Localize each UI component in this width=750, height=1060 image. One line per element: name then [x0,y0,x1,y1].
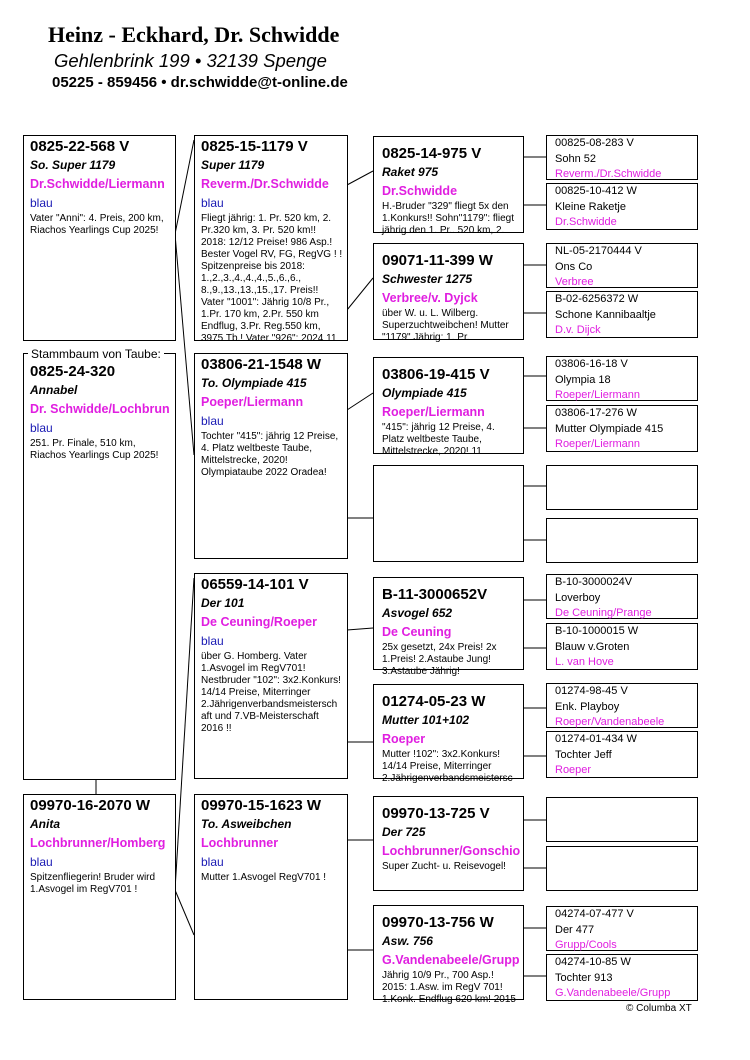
fm-notes: Tochter "415": jährig 12 Preise, 4. Platz weltbeste Taube, Mittelstrecke, 2020! Olympiataube 2022 Oradea! [201,431,339,478]
mother-card[interactable] [23,794,176,1000]
mmm-notes: Jährig 10/9 Pr., 700 Asp.! 2015: 1.Asw. im RegV 701! 1.Konk. Endflug 620 km! 2015 [382,970,516,1005]
ffm-notes: über W. u. L. Wilberg. Superzuchtweibchen! Mutter "1179" Jährig: 1. Pr. [382,308,509,343]
mff-ring: B-11-3000652V [382,586,488,603]
breeder-address: Gehlenbrink 199 • 32139 Spenge [54,50,327,71]
g16-name: Tochter 913 [555,971,613,984]
gen3-card-2[interactable] [373,243,524,343]
g10-ring: B-10-1000015 W [555,625,639,637]
fm-ring: 03806-21-1548 W [201,356,322,373]
father-notes: Vater "Anni": 4. Preis, 200 km, Riachos Yearlings Cup 2025! [30,213,164,236]
mf-name: Der 101 [201,596,245,610]
g6-ring: 03806-17-276 W [555,407,637,419]
g5-breeder: Roeper/Liermann [555,389,640,401]
mm-ring: 09970-15-1623 W [201,797,322,814]
fm-breeder: Poeper/Liermann [201,395,304,409]
fm-color: blau [201,414,224,428]
ffm-name: Schwester 1275 [382,272,473,286]
grandmother-paternal-card[interactable] [194,353,348,559]
gen3-card-1[interactable] [373,136,524,236]
mff-name: Asvogel 652 [382,606,453,620]
mmf-breeder: Lochbrunner/Gonschio [382,844,521,858]
mmf-notes: Super Zucht- u. Reisevogel! [382,861,506,872]
ff-ring: 0825-15-1179 V [201,138,308,155]
g11-name: Enk. Playboy [555,700,620,713]
subject-notes: 251. Pr. Finale, 510 km, Riachos Yearlings Cup 2025! [30,438,159,461]
mfm-notes: Mutter !102": 3x2.Konkurs! 14/14 Preise, Miterringer 2.Jährigenverbandsmeistersc [382,749,513,784]
breeder-contact: 05225 - 859456 • dr.schwidde@t-online.de [52,74,348,91]
mm-notes: Mutter 1.Asvogel RegV701 ! [201,872,327,883]
ff-color: blau [201,196,224,210]
mother-color: blau [30,855,53,869]
g2-name: Kleine Raketje [555,200,626,213]
g5-name: Olympia 18 [555,373,611,386]
subject-name: Annabel [30,383,78,397]
g1-ring: 00825-08-283 V [555,137,634,149]
father-ring: 0825-22-568 V [30,138,130,155]
g6-breeder: Roeper/Liermann [555,438,640,450]
g9-breeder: De Ceuning/Prange [555,607,652,619]
gen4-card-13-empty[interactable] [546,797,698,842]
mother-breeder: Lochbrunner/Homberg [30,836,166,850]
g2-ring: 00825-10-412 W [555,185,637,197]
gen4-card-16[interactable] [546,954,698,1001]
mmm-ring: 09970-13-756 W [382,914,494,931]
fff-ring: 0825-14-975 V [382,145,482,162]
fff-breeder: Dr.Schwidde [382,184,458,198]
grandfather-paternal-card[interactable] [194,135,348,344]
g1-breeder: Reverm./Dr.Schwidde [555,168,662,180]
mother-notes: Spitzenfliegerin! Bruder wird 1.Asvogel im RegV701 ! [30,872,156,895]
g9-ring: B-10-3000024V [555,576,633,588]
fmf-name: Olympiade 415 [382,386,467,400]
ffm-ring: 09071-11-399 W [382,252,493,269]
g4-name: Schone Kannibaaltje [555,308,656,321]
mfm-breeder: Roeper [382,732,426,746]
gen4-card-5[interactable] [546,356,698,401]
g16-breeder: G.Vandenabeele/Grupp [555,987,671,999]
fff-name: Raket 975 [382,165,439,179]
mf-ring: 06559-14-101 V [201,576,309,593]
mmm-breeder: G.Vandenabeele/Grupp [382,953,520,967]
grandmother-maternal-card[interactable] [194,794,348,1000]
father-color: blau [30,196,53,210]
fmf-notes: "415": jährig 12 Preise, 4. Platz weltbeste Taube, Mittelstrecke, 2020! 11 [382,422,495,457]
gen4-card-4[interactable] [546,291,698,338]
father-name: So. Super 1179 [30,158,116,172]
g12-name: Tochter Jeff [555,748,612,761]
g11-ring: 01274-98-45 V [555,685,628,697]
g10-breeder: L. van Hove [555,656,614,668]
gen3-card-6[interactable] [373,684,524,784]
gen4-card-7-empty[interactable] [546,465,698,510]
mf-breeder: De Ceuning/Roeper [201,615,317,629]
mmm-name: Asw. 756 [382,934,433,948]
mf-notes: über G. Homberg. Vater 1.Asvogel im RegV701! Nestbruder "102": 3x2.Konkurs! 14/14 Preise, Miterringer 2.Jährigenverbandsmeistersch aft und 7.VB-Meisterschaft 2016 !! [201,651,341,734]
mmf-ring: 09970-13-725 V [382,805,490,822]
breeder-name: Heinz - Eckhard, Dr. Schwidde [48,22,340,47]
subject-card[interactable] [23,353,176,780]
gen4-card-3[interactable] [546,243,698,288]
fff-notes: H.-Bruder "329" fliegt 5x den 1.Konkurs!! Sohn"1179": fliegt jährig den 1. Pr.. 520 km, 2. [382,201,514,236]
fm-name: To. Olympiade 415 [201,376,307,390]
mother-ring: 09970-16-2070 W [30,797,151,814]
ff-notes: Fliegt jährig: 1. Pr. 520 km, 2. Pr.320 km, 3. Pr. 520 km!! 2018: 12/12 Preise! 986 Asp.! Bester Vogel RV, FG, RegVG ! ! Spitzenpreise bis 2018: 1.,2.,3.,4.,4.,4.,5.,6.,6., 8.,9.,13.,13.,15.,17. Preis!! Vater "1001": Jährig 10/8 Pr., 1.Pr. 170 km, 2.Pr. 550 km Endflug, 3.Pr. Reg.550 km, 3975 Tb.! Vater "926": 2024 11 [201,213,343,344]
pedigree-legend: Stammbaum von Taube: [28,347,164,361]
grandfather-maternal-card[interactable] [194,573,348,779]
g4-ring: B-02-6256372 W [555,293,639,305]
gen3-card-5[interactable] [373,577,524,677]
father-breeder: Dr.Schwidde/Liermann [30,177,165,191]
mfm-name: Mutter 101+102 [382,713,470,727]
gen3-card-7[interactable] [373,796,524,891]
ff-breeder: Reverm./Dr.Schwidde [201,177,329,191]
mm-name: To. Asweibchen [201,817,292,831]
mother-name: Anita [30,817,60,831]
subject-color: blau [30,421,53,435]
gen4-card-6[interactable] [546,405,698,452]
gen3-card-3[interactable] [373,357,524,457]
fmf-breeder: Roeper/Liermann [382,405,485,419]
mfm-ring: 01274-05-23 W [382,693,486,710]
g15-name: Der 477 [555,923,595,936]
father-card[interactable] [23,135,176,341]
g12-ring: 01274-01-434 W [555,733,637,745]
copyright: © Columba XT [626,1003,692,1014]
gen4-card-8-empty[interactable] [546,518,698,563]
gen4-card-11[interactable] [546,683,698,728]
g2-breeder: Dr.Schwidde [555,216,617,228]
gen4-card-9[interactable] [546,574,698,619]
gen4-card-14-empty[interactable] [546,846,698,891]
gen4-card-15[interactable] [546,906,698,951]
subject-ring: 0825-24-320 [30,363,116,380]
ffm-breeder: Verbree/v. Dyjck [382,291,478,305]
ff-name: Super 1179 [201,158,265,172]
gen3-card-4-empty[interactable] [373,465,524,562]
g12-breeder: Roeper [555,764,592,776]
mmf-name: Der 725 [382,825,426,839]
g11-breeder: Roeper/Vandenabeele [555,716,665,728]
gen4-card-12[interactable] [546,731,698,778]
gen3-card-8[interactable] [373,905,524,1005]
g3-ring: NL-05-2170444 V [555,245,642,257]
g6-name: Mutter Olympiade 415 [555,422,664,435]
mff-notes: 25x gesetzt, 24x Preis! 2x 1.Preis! 2.Astaube Jung! 3.Astaube Jährig! [382,642,497,677]
g15-breeder: Grupp/Cools [555,939,617,951]
gen4-card-1[interactable] [546,135,698,180]
mm-breeder: Lochbrunner [201,836,279,850]
g3-name: Ons Co [555,260,593,273]
g15-ring: 04274-07-477 V [555,908,634,920]
g10-name: Blauw v.Groten [555,640,630,653]
g4-breeder: D.v. Dijck [555,324,601,336]
mm-color: blau [201,855,224,869]
g9-name: Loverboy [555,591,601,604]
fmf-ring: 03806-19-415 V [382,366,490,383]
mf-color: blau [201,634,224,648]
subject-breeder: Dr. Schwidde/Lochbrun [30,402,170,416]
g3-breeder: Verbree [555,276,594,288]
g1-name: Sohn 52 [555,152,596,165]
g16-ring: 04274-10-85 W [555,956,631,968]
mff-breeder: De Ceuning [382,625,452,639]
g5-ring: 03806-16-18 V [555,358,628,370]
gen4-card-2[interactable] [546,183,698,230]
gen4-card-10[interactable] [546,623,698,670]
